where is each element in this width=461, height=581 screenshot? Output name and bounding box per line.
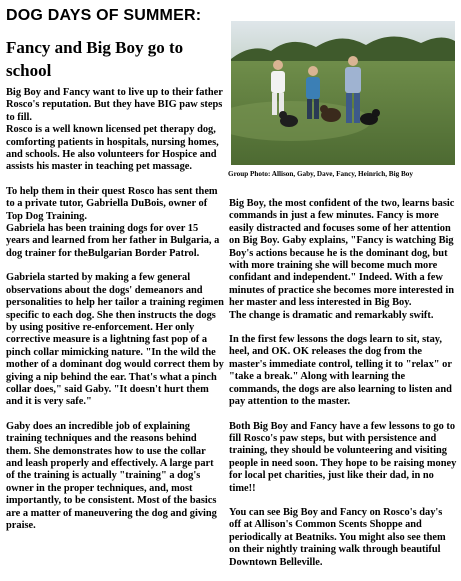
group-photo-image [231,21,455,165]
paragraph-future: Both Big Boy and Fancy have a few lessons to go to fill Rosco's paw steps, but with persistence and training, they should be volunteering and visiting people in need soon. They hope to be raising money for local pet charities, just like their dad, in no time!! [229,420,457,494]
left-column [6,87,224,544]
paragraph-tutor: To help them in their quest Rosco has sent them to a private tutor, Gabriella DuBois, owner of Top Dog Training. [6,185,218,222]
paragraph-big-boy: Big Boy, the most confident of the two, learns basic commands in just a few minutes. Fancy is more easily distracted and focuses some of her attention on Big Boy. Gaby explains, "Fancy is watching Big Boy's actions because he is the dominant dog, but with more training she will become much more confidant and independent." Indeed. With a few minutes of practice she becomes more interested in her master and less interested in Big Boy. [229,198,455,309]
headline: DOG DAYS OF SUMMER: [6,7,202,24]
right-column [229,198,457,581]
group-photo [231,21,455,165]
photo-caption: Group Photo: Allison, Gaby, Dave, Fancy, Heinrich, Big Boy [228,170,413,178]
paragraph-intro: Big Boy and Fancy want to live up to their father Rosco's reputation. But they have BIG paw steps to fill. [6,87,223,123]
paragraph-where: You can see Big Boy and Fancy on Rosco's day's off at Allison's Common Scents Shoppe and periodically at Beatniks. You might also see them on their nightly training walk through beautiful Downtown Belleville. [229,506,446,568]
paragraph-rosco: Rosco is a well known licensed pet therapy dog, comforting patients in hospitals, nursing homes, and schools. He also volunteers for Hospice and assists his master in teaching pet massage. [6,124,219,173]
paragraph-lessons: In the first few lessons the dogs learn to sit, stay, heel, and OK. OK releases the dog from the master's immediate control, telling it to "relax" or "take a break." Along with learning the commands, the dogs are also learning to listen and pay attention to the master. [229,334,452,408]
paragraph-techniques: Gaby does an incredible job of explaining training techniques and the reasons behind them. She demonstrates how to use the collar and leash properly and effectively. A large part of the training is actually "training" a dog's owner in the proper techniques, and, most importantly, to be consistent. Most of the basics are a matter of maneuvering the dog and giving praise. [6,420,217,531]
subhead: Fancy and Big Boy go to school [6,38,184,80]
paragraph-change: The change is dramatic and remarkably swift. [229,309,434,321]
paragraph-observations: Gabriela started by making a few general observations about the dogs' demeanors and personalities to help her tailor a training regimen specific to each dog. She then instructs the dogs by using positive re-enforcement. Her only corrective measure is a lightning fast pop of a pinch collar mimicking nature. "In the wild the mother of a dominant dog would correct them by giving a nip behind the ear. That's what a pinch collar does," said Gaby. "It doesn't hurt them and it is very safe." [6,272,224,408]
paragraph-gabriela: Gabriela has been training dogs for over 15 years and learned from her father in Bulgaria, a dog trainer for theBulgarian Border Patrol. [6,223,220,259]
